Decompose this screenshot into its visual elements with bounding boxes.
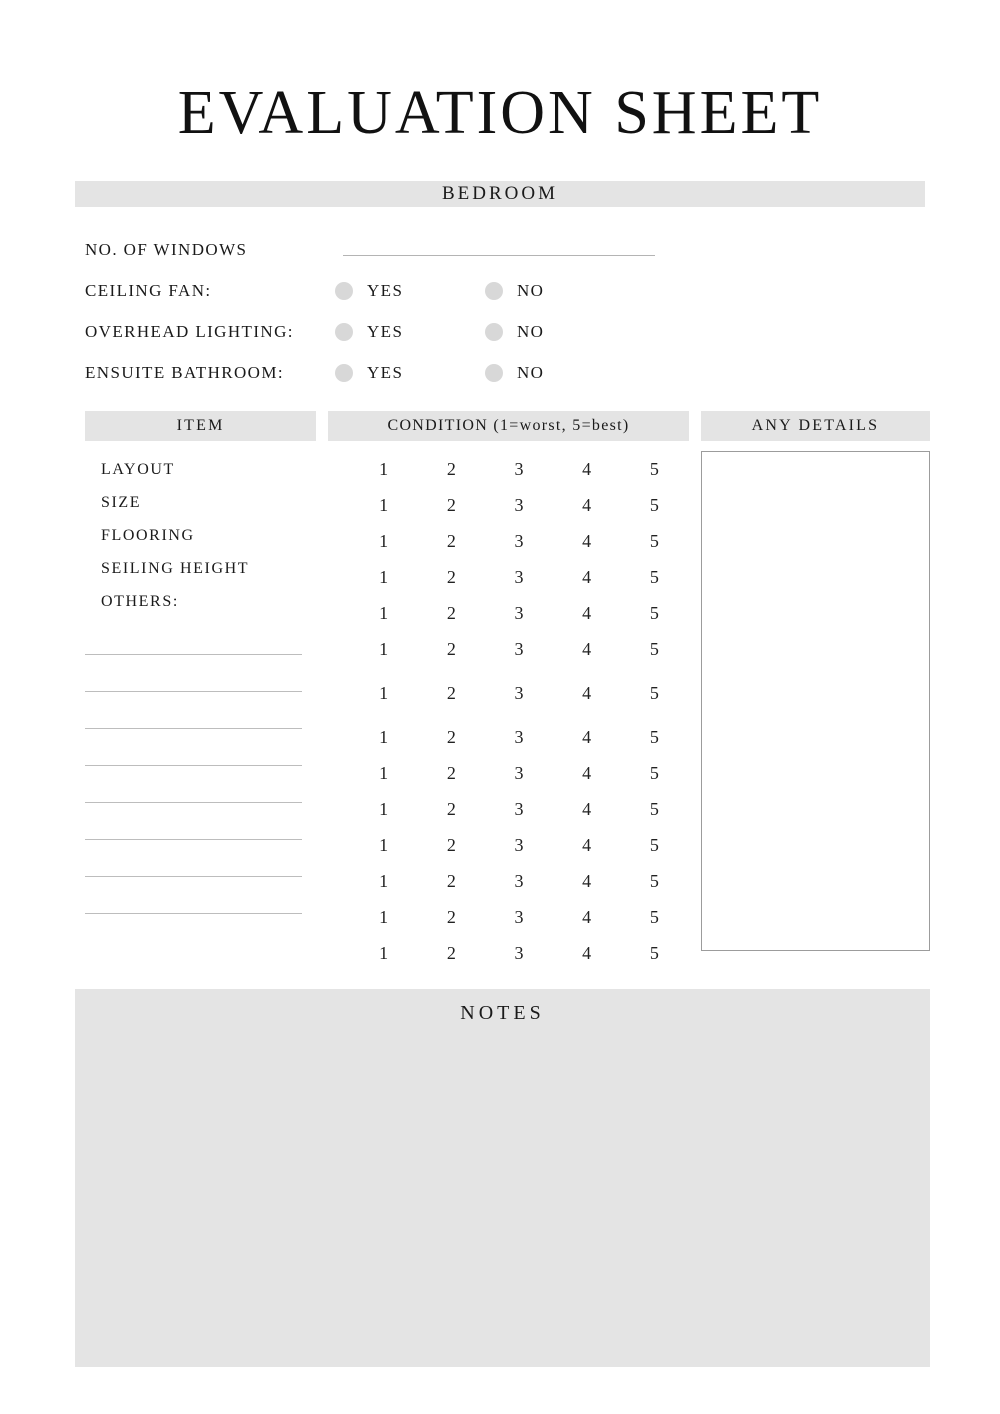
item-blank-line[interactable] bbox=[85, 692, 302, 729]
ceiling-fan-no-label: NO bbox=[517, 280, 545, 300]
rating-option-5[interactable]: 5 bbox=[649, 762, 660, 783]
rating-option-4[interactable]: 4 bbox=[582, 494, 593, 515]
rating-row[interactable] bbox=[328, 791, 689, 827]
rating-option-4[interactable]: 4 bbox=[582, 602, 593, 623]
rating-option-2[interactable]: 2 bbox=[446, 530, 457, 551]
rating-option-2[interactable]: 2 bbox=[446, 834, 457, 855]
rating-option-3[interactable]: 3 bbox=[514, 638, 525, 659]
rating-option-2[interactable]: 2 bbox=[446, 494, 457, 515]
rating-option-4[interactable]: 4 bbox=[582, 726, 593, 747]
rating-option-1[interactable]: 1 bbox=[379, 762, 390, 783]
ensuite-bathroom-yes-label: YES bbox=[367, 362, 404, 382]
item-blank-line[interactable] bbox=[85, 840, 302, 877]
rating-option-5[interactable]: 5 bbox=[649, 530, 660, 551]
rating-option-3[interactable]: 3 bbox=[514, 906, 525, 927]
questions-block bbox=[85, 229, 925, 393]
rating-option-2[interactable]: 2 bbox=[446, 906, 457, 927]
rating-option-4[interactable]: 4 bbox=[582, 798, 593, 819]
rating-option-1[interactable]: 1 bbox=[379, 942, 390, 963]
rating-row[interactable] bbox=[328, 935, 689, 971]
rating-option-3[interactable]: 3 bbox=[514, 530, 525, 551]
ceiling-fan-no-option[interactable] bbox=[485, 281, 635, 301]
item-label-others: OTHERS: bbox=[101, 593, 179, 610]
details-input-box[interactable] bbox=[701, 451, 930, 951]
table-header-row bbox=[85, 411, 930, 441]
rating-row[interactable] bbox=[328, 755, 689, 791]
rating-option-3[interactable]: 3 bbox=[514, 602, 525, 623]
rating-row[interactable] bbox=[328, 827, 689, 863]
rating-option-4[interactable]: 4 bbox=[582, 566, 593, 587]
item-blank-line[interactable] bbox=[85, 655, 302, 692]
table-body bbox=[85, 441, 930, 971]
rating-option-2[interactable]: 2 bbox=[446, 798, 457, 819]
item-blank-line[interactable] bbox=[85, 618, 302, 655]
rating-option-5[interactable]: 5 bbox=[649, 726, 660, 747]
item-label-layout: LAYOUT bbox=[101, 461, 175, 478]
rating-row[interactable] bbox=[328, 487, 689, 523]
ensuite-bathroom-no-label: NO bbox=[517, 362, 545, 382]
rating-option-3[interactable]: 3 bbox=[514, 798, 525, 819]
radio-bullet-icon[interactable] bbox=[485, 282, 503, 300]
rating-option-4[interactable]: 4 bbox=[582, 682, 593, 703]
rating-option-3[interactable]: 3 bbox=[514, 726, 525, 747]
rating-option-4[interactable]: 4 bbox=[582, 762, 593, 783]
rating-option-2[interactable]: 2 bbox=[446, 726, 457, 747]
ensuite-bathroom-yes-option[interactable] bbox=[335, 363, 485, 383]
rating-option-5[interactable]: 5 bbox=[649, 834, 660, 855]
item-column bbox=[85, 441, 316, 971]
question-row-windows bbox=[85, 229, 925, 270]
item-blank-line[interactable] bbox=[85, 803, 302, 840]
rating-option-2[interactable]: 2 bbox=[446, 942, 457, 963]
rating-row[interactable] bbox=[328, 863, 689, 899]
rating-option-2[interactable]: 2 bbox=[446, 682, 457, 703]
rating-option-1[interactable]: 1 bbox=[379, 530, 390, 551]
rating-option-1[interactable]: 1 bbox=[379, 602, 390, 623]
rating-option-5[interactable]: 5 bbox=[649, 602, 660, 623]
rating-option-2[interactable]: 2 bbox=[446, 638, 457, 659]
rating-option-1[interactable]: 1 bbox=[379, 566, 390, 587]
rating-option-5[interactable]: 5 bbox=[649, 638, 660, 659]
rating-option-3[interactable]: 3 bbox=[514, 834, 525, 855]
question-label-ensuite-bathroom: ENSUITE BATHROOM: bbox=[85, 362, 284, 382]
radio-bullet-icon[interactable] bbox=[485, 323, 503, 341]
rating-option-4[interactable]: 4 bbox=[582, 870, 593, 891]
ceiling-fan-yes-label: YES bbox=[367, 280, 404, 300]
notes-input-area[interactable] bbox=[75, 1025, 930, 1355]
overhead-lighting-yes-option[interactable] bbox=[335, 322, 485, 342]
column-header-item: ITEM bbox=[85, 411, 316, 441]
rating-option-5[interactable]: 5 bbox=[649, 942, 660, 963]
rating-option-5[interactable]: 5 bbox=[649, 494, 660, 515]
radio-bullet-icon[interactable] bbox=[335, 282, 353, 300]
rating-row[interactable] bbox=[328, 675, 689, 711]
rating-option-4[interactable]: 4 bbox=[582, 458, 593, 479]
overhead-lighting-yes-label: YES bbox=[367, 321, 404, 341]
details-column bbox=[701, 441, 930, 971]
rating-row[interactable] bbox=[328, 899, 689, 935]
question-label-overhead-lighting: OVERHEAD LIGHTING: bbox=[85, 321, 294, 341]
ensuite-bathroom-no-option[interactable] bbox=[485, 363, 635, 383]
rating-option-2[interactable]: 2 bbox=[446, 870, 457, 891]
item-label-ceiling-height: SEILING HEIGHT bbox=[101, 560, 250, 577]
rating-row[interactable] bbox=[328, 559, 689, 595]
question-row-ceiling-fan bbox=[85, 270, 925, 311]
notes-section bbox=[75, 989, 930, 1367]
rating-option-5[interactable]: 5 bbox=[649, 906, 660, 927]
rating-row[interactable] bbox=[328, 719, 689, 755]
rating-option-1[interactable]: 1 bbox=[379, 682, 390, 703]
rating-option-1[interactable]: 1 bbox=[379, 458, 390, 479]
column-header-details: ANY DETAILS bbox=[701, 411, 930, 441]
rating-option-2[interactable]: 2 bbox=[446, 762, 457, 783]
rating-option-5[interactable]: 5 bbox=[649, 682, 660, 703]
rating-option-1[interactable]: 1 bbox=[379, 834, 390, 855]
item-label-size: SIZE bbox=[101, 494, 142, 511]
item-label-flooring: FLOORING bbox=[101, 527, 195, 544]
rating-row[interactable] bbox=[328, 595, 689, 631]
section-header-bedroom bbox=[75, 181, 925, 207]
column-header-condition: CONDITION (1=worst, 5=best) bbox=[328, 411, 689, 441]
question-label-ceiling-fan: CEILING FAN: bbox=[85, 280, 212, 300]
overhead-lighting-no-label: NO bbox=[517, 321, 545, 341]
item-blank-line[interactable] bbox=[85, 766, 302, 803]
question-row-ensuite-bathroom bbox=[85, 352, 925, 393]
item-blank-line[interactable] bbox=[85, 877, 302, 914]
rating-option-3[interactable]: 3 bbox=[514, 942, 525, 963]
rating-option-1[interactable]: 1 bbox=[379, 726, 390, 747]
question-label-windows: NO. OF WINDOWS bbox=[85, 239, 248, 259]
rating-option-4[interactable]: 4 bbox=[582, 834, 593, 855]
item-blank-line[interactable] bbox=[85, 729, 302, 766]
rating-option-4[interactable]: 4 bbox=[582, 942, 593, 963]
rating-option-2[interactable]: 2 bbox=[446, 566, 457, 587]
overhead-lighting-no-option[interactable] bbox=[485, 322, 635, 342]
section-header-label: BEDROOM bbox=[441, 183, 558, 204]
rating-option-1[interactable]: 1 bbox=[379, 870, 390, 891]
rating-option-1[interactable]: 1 bbox=[379, 494, 390, 515]
rating-option-3[interactable]: 3 bbox=[514, 870, 525, 891]
radio-bullet-icon[interactable] bbox=[335, 364, 353, 382]
rating-option-2[interactable]: 2 bbox=[446, 458, 457, 479]
windows-input-line[interactable] bbox=[343, 254, 655, 256]
rating-option-3[interactable]: 3 bbox=[514, 762, 525, 783]
rating-option-1[interactable]: 1 bbox=[379, 798, 390, 819]
rating-row[interactable] bbox=[328, 631, 689, 667]
rating-option-3[interactable]: 3 bbox=[514, 494, 525, 515]
rating-option-1[interactable]: 1 bbox=[379, 906, 390, 927]
rating-row[interactable] bbox=[328, 523, 689, 559]
condition-column bbox=[328, 441, 689, 971]
radio-bullet-icon[interactable] bbox=[485, 364, 503, 382]
page-title: EVALUATION SHEET bbox=[177, 79, 823, 147]
rating-option-3[interactable]: 3 bbox=[514, 566, 525, 587]
rating-option-5[interactable]: 5 bbox=[649, 870, 660, 891]
rating-option-5[interactable]: 5 bbox=[649, 566, 660, 587]
rating-option-4[interactable]: 4 bbox=[582, 638, 593, 659]
rating-option-3[interactable]: 3 bbox=[514, 682, 525, 703]
rating-option-5[interactable]: 5 bbox=[649, 798, 660, 819]
rating-option-3[interactable]: 3 bbox=[514, 458, 525, 479]
ceiling-fan-yes-option[interactable] bbox=[335, 281, 485, 301]
rating-option-5[interactable]: 5 bbox=[649, 458, 660, 479]
rating-option-4[interactable]: 4 bbox=[582, 530, 593, 551]
rating-option-2[interactable]: 2 bbox=[446, 602, 457, 623]
radio-bullet-icon[interactable] bbox=[335, 323, 353, 341]
question-row-overhead-lighting bbox=[85, 311, 925, 352]
notes-title: NOTES bbox=[460, 1002, 545, 1024]
rating-option-1[interactable]: 1 bbox=[379, 638, 390, 659]
rating-row[interactable] bbox=[328, 451, 689, 487]
rating-option-4[interactable]: 4 bbox=[582, 906, 593, 927]
